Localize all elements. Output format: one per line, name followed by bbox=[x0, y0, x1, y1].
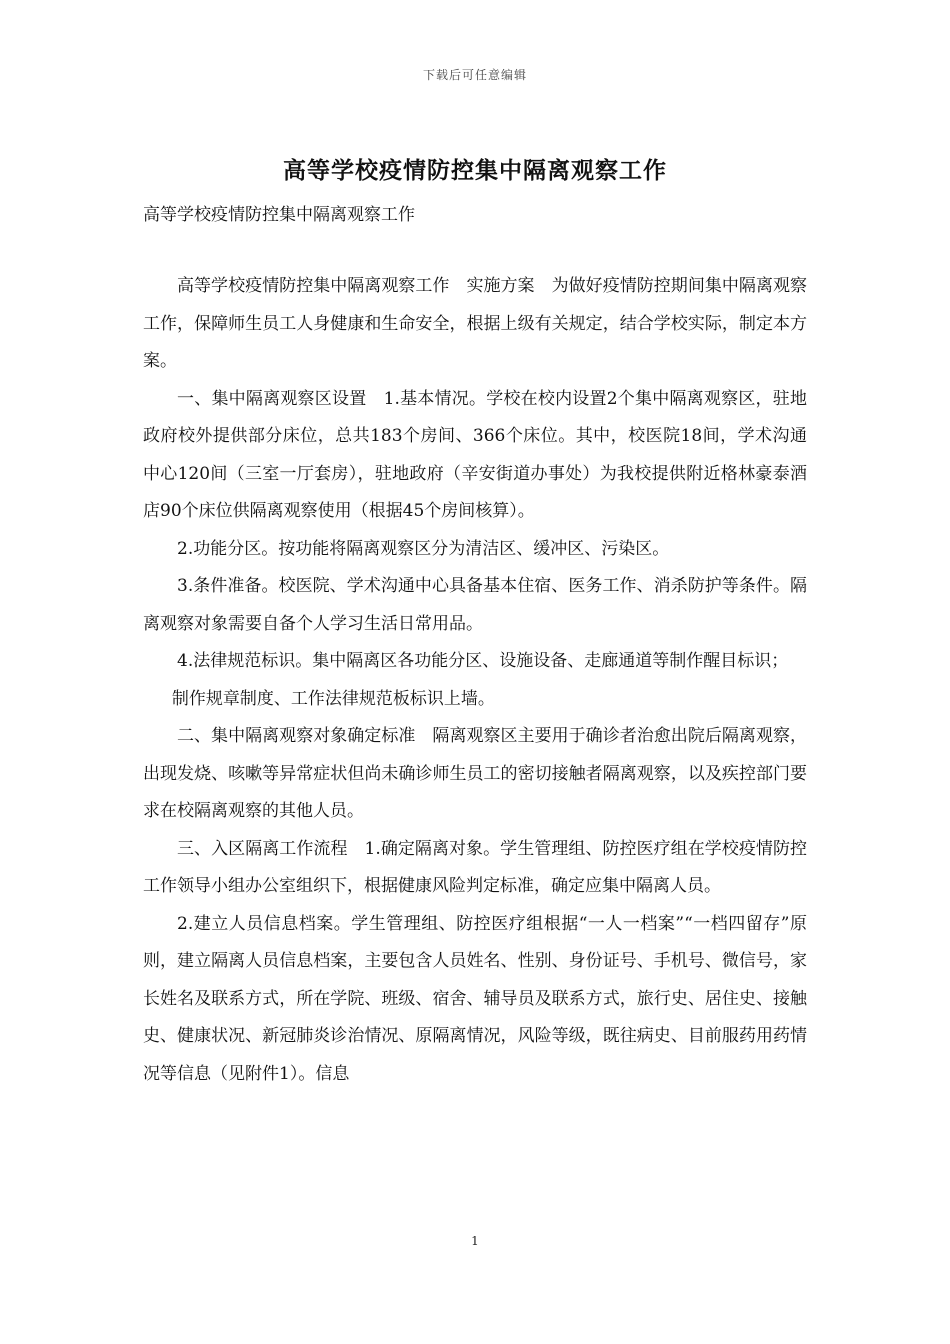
paragraph-signage: 4.法律规范标识。集中隔离区各功能分区、设施设备、走廊通道等制作醒目标识； bbox=[177, 651, 789, 671]
document-title: 高等学校疫情防控集中隔离观察工作 bbox=[283, 157, 667, 184]
paragraph-functional-zones: 2.功能分区。按功能将隔离观察区分为清洁区、缓冲区、污染区。 bbox=[177, 538, 670, 559]
paragraph-section-1: 一、集中隔离观察区设置 1.基本情况。学校在校内设置2个集中隔离观察区，驻地政府校外提供部分床位，总共183个房间、366个床位。其中，校医院18间，学术沟通中心120间（三室一厅套房），驻地政府（辛安街道办事处）为我校提供附近格林豪泰酒店90个床位供隔离观察使用（根据45个房间核算）。 bbox=[143, 388, 807, 521]
paragraph-conditions: 3.条件准备。校医院、学术沟通中心具备基本住宿、医务工作、消杀防护等条件。隔离观察对象需要自备个人学习生活日常用品。 bbox=[143, 576, 807, 634]
paragraph-rules: 制作规章制度、工作法律规范板标识上墙。 bbox=[171, 688, 495, 709]
header-note: 下载后可任意编辑 bbox=[422, 68, 527, 82]
paragraph-section-3: 三、入区隔离工作流程 1.确定隔离对象。学生管理组、防控医疗组在学校疫情防控工作领导小组办公室组织下，根据健康风险判定标准，确定应集中隔离人员。 bbox=[143, 838, 807, 896]
page-number: 1 bbox=[471, 1234, 479, 1248]
paragraph-records: 2.建立人员信息档案。学生管理组、防控医疗组根据“一人一档案”“一档四留存”原则，建立隔离人员信息档案，主要包含人员姓名、性别、身份证号、手机号、微信号，家长姓名及联系方式，所在学院、班级、宿舍、辅导员及联系方式，旅行史、居住史、接触史、健康状况、新冠肺炎诊治情况、原隔离情况，风险等级，既往病史、目前服药用药情况等信息（见附件1）。信息 bbox=[143, 913, 807, 1084]
document-body bbox=[143, 268, 807, 1093]
document-subtitle: 高等学校疫情防控集中隔离观察工作 bbox=[143, 205, 415, 225]
paragraph-section-2: 二、集中隔离观察对象确定标准 隔离观察区主要用于确诊者治愈出院后隔离观察，出现发烧、咳嗽等异常症状但尚未确诊师生员工的密切接触者隔离观察，以及疾控部门要求在校隔离观察的其他人员。 bbox=[143, 726, 807, 821]
paragraph-intro: 高等学校疫情防控集中隔离观察工作 实施方案 为做好疫情防控期间集中隔离观察工作，保障师生员工人身健康和生命安全，根据上级有关规定，结合学校实际，制定本方案。 bbox=[143, 276, 807, 371]
